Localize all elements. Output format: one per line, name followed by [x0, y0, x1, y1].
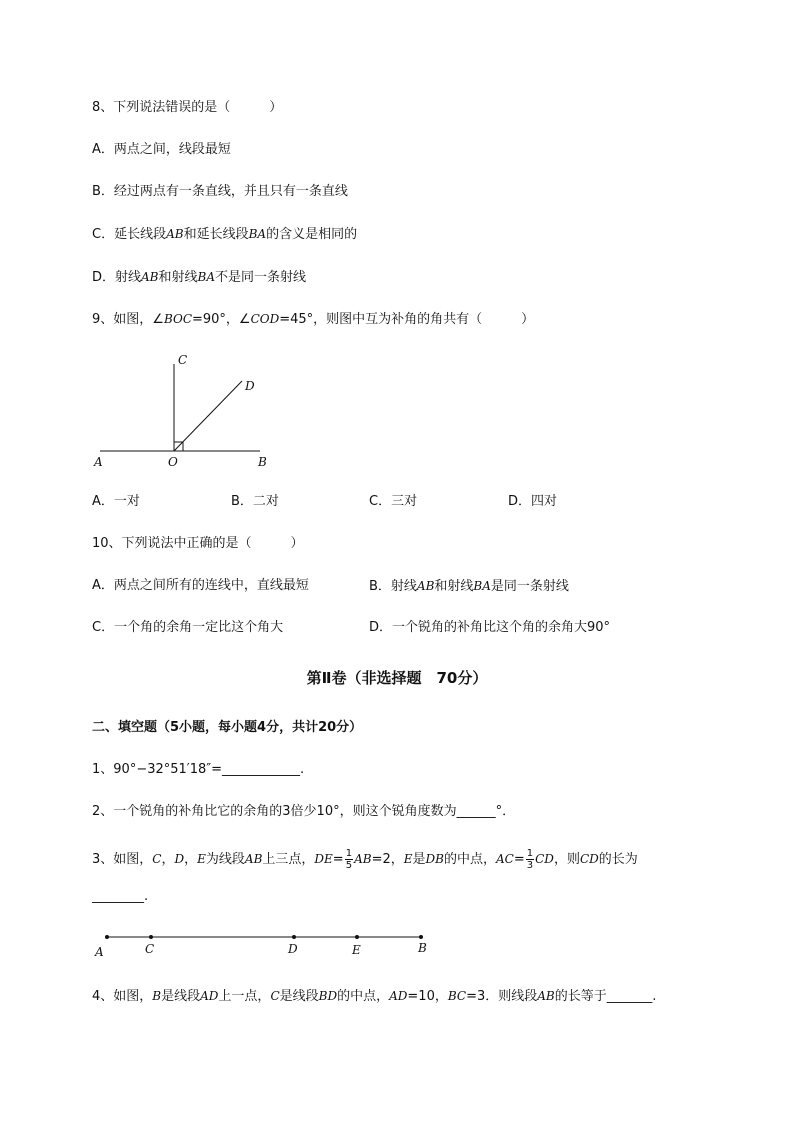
answer-blank: ____________ [222, 762, 301, 777]
q9-angle-figure [88, 348, 278, 472]
q3-segment-figure [88, 926, 438, 960]
label-c: C [178, 353, 188, 367]
fill-q3: 3、如图，C，D，E为线段AB上三点，DE= $\frac{1}{5}$ AB=2，E是DB的中点，AC= $\frac{1}{3}$ CD，则CD的长为 [92, 848, 638, 871]
answer-blank: ________ [92, 889, 144, 904]
label-e: E [352, 943, 361, 957]
q9-stem: 9、如图，∠BOC=90°，∠COD=45°，则图中互为补角的角共有（ ） [92, 312, 535, 327]
q10-option-b: B．射线AB和射线BA是同一条射线 [369, 579, 569, 594]
q8-stem: 8、下列说法错误的是（ ） [92, 100, 283, 115]
fraction-one-third: $\frac{1}{3}$ [526, 848, 534, 871]
q9-option-c: C．三对 [369, 494, 418, 509]
ray-od [174, 381, 242, 451]
fill-q1: 1、90°−32°51′18″=____________. [92, 762, 305, 777]
q8-option-d: D．射线AB和射线BA不是同一条射线 [92, 270, 307, 285]
q10-option-d: D．一个锐角的补角比这个角的余角大90° [369, 620, 611, 635]
q9-option-b: B．二对 [231, 494, 279, 509]
label-o: O [168, 455, 178, 469]
label-d: D [245, 379, 255, 393]
q10-option-a: A．两点之间所有的连线中，直线最短 [92, 578, 309, 593]
fill-q4: 4、如图，B是线段AD上一点，C是线段BD的中点，AD=10，BC=3．则线段AB的长等于_______. [92, 989, 657, 1004]
label-d: D [288, 942, 298, 956]
q8-option-b: B．经过两点有一条直线，并且只有一条直线 [92, 184, 348, 199]
point-a [105, 935, 109, 939]
label-b: B [258, 455, 267, 469]
q10-option-c: C．一个角的余角一定比这个角大 [92, 620, 284, 635]
point-d [292, 935, 296, 939]
label-b: B [418, 941, 427, 955]
label-c: C [145, 942, 155, 956]
q9-option-d: D．四对 [508, 494, 558, 509]
answer-blank: _______ [606, 989, 653, 1004]
q10-stem: 10、下列说法中正确的是（ ） [92, 536, 304, 551]
answer-blank: ______ [456, 804, 496, 819]
fill-q2: 2、一个锐角的补角比它的余角的3倍少10°，则这个锐角度数为______°． [92, 804, 516, 819]
point-b [419, 935, 423, 939]
q9-option-a: A．一对 [92, 494, 140, 509]
fill-heading: 二、填空题（5小题，每小题4分，共计20分） [92, 720, 363, 735]
fill-q3-answer-line: ________. [92, 889, 149, 904]
fraction-one-fifth: $\frac{1}{5}$ [345, 848, 353, 871]
part2-title: 第Ⅱ卷（非选择题 70分） [306, 669, 488, 687]
q8-option-c: C．延长线段AB和延长线段BA的含义是相同的 [92, 227, 358, 242]
label-a: A [94, 455, 103, 469]
q8-option-a: A．两点之间，线段最短 [92, 142, 231, 157]
label-a: A [95, 945, 104, 959]
point-e [355, 935, 359, 939]
point-c [149, 935, 153, 939]
